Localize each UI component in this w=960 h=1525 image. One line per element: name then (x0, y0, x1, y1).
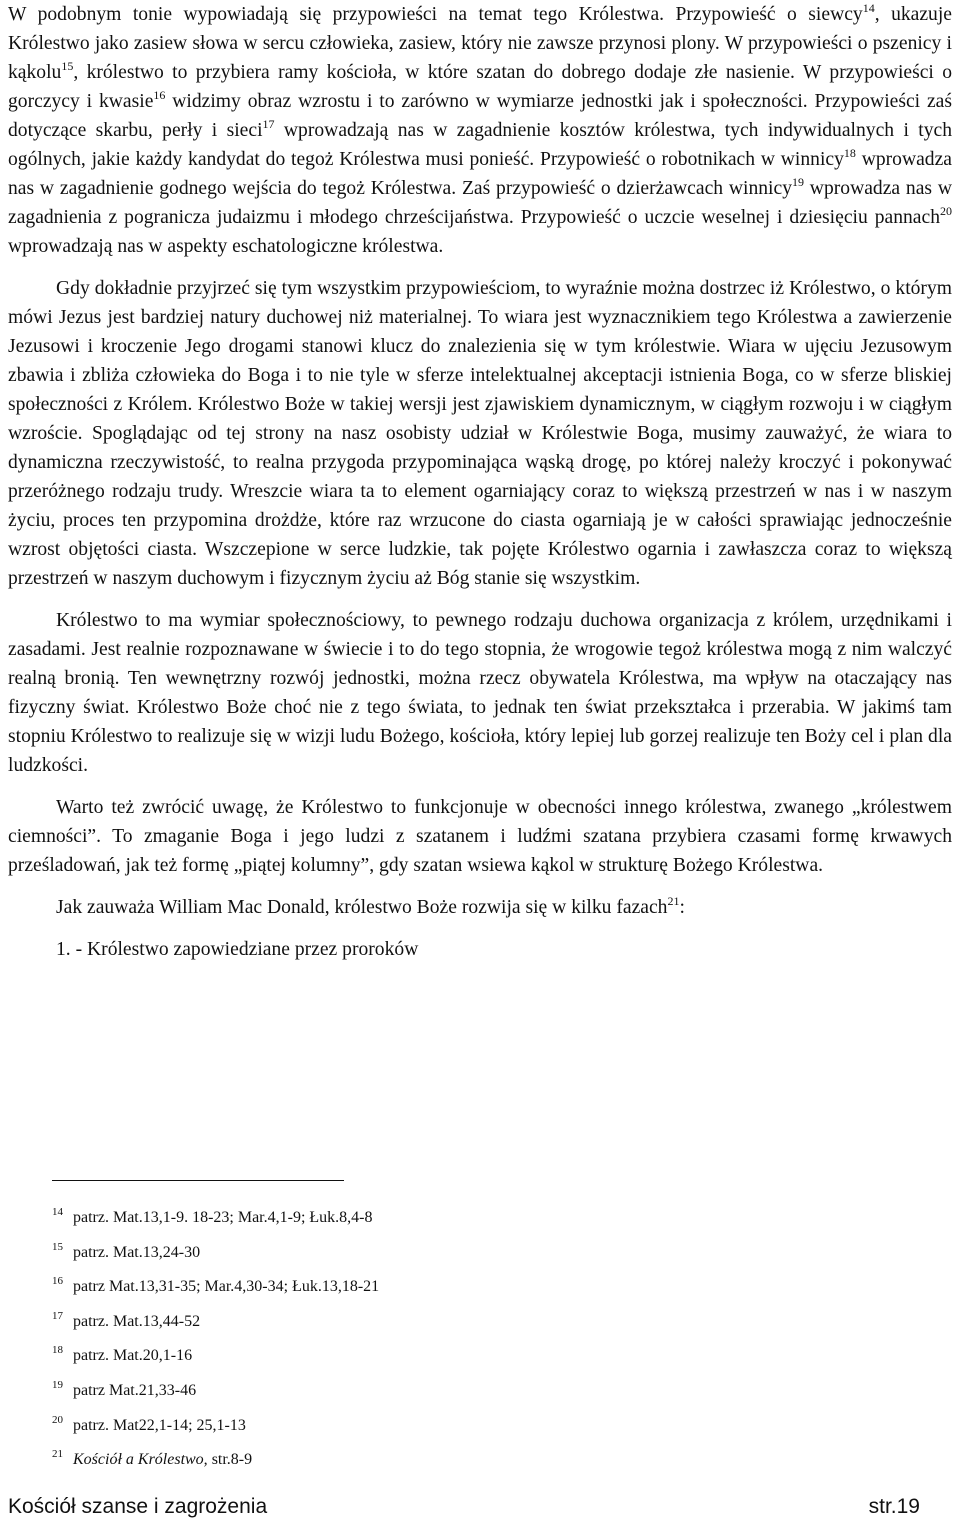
text-run: wprowadzają nas w aspekty eschatologiczne królestwa. (8, 236, 444, 257)
paragraph-3 (8, 606, 952, 780)
footnote-number: 18 (52, 1344, 63, 1357)
footnote-ref-16: 16 (153, 88, 166, 102)
footnote-italic-title: Kościół a Królestwo, (73, 1451, 208, 1469)
footnote-16 (52, 1277, 912, 1312)
footnotes (52, 1208, 912, 1485)
paragraph-5 (8, 893, 952, 922)
footnote-text: patrz. Mat.13,1-9. 18-23; Mar.4,1-9; Łuk.8,4-8 (73, 1209, 373, 1226)
page-number: str.19 (868, 1495, 920, 1518)
footnote-ref-15: 15 (61, 59, 74, 73)
footnote-number: 21 (52, 1448, 63, 1461)
footnote-ref-20: 20 (940, 204, 952, 218)
page-footer (8, 1492, 920, 1522)
footnote-text: patrz. Mat.13,24-30 (73, 1243, 201, 1261)
footnote-number: 16 (52, 1275, 63, 1288)
footnote-17 (52, 1309, 912, 1347)
footnote-text: str.8-9 (207, 1451, 253, 1469)
footnote-text: patrz. Mat.13,44-52 (73, 1312, 201, 1330)
paragraph-4 (8, 793, 952, 880)
footnote-ref-21: 21 (667, 894, 680, 908)
text-run: Królestwo to ma wymiar społecznościowy, to pewnego rodzaju duchowa organizacja z królem, urzędnikami i zasadami. Jest realnie rozpoznawane w świecie i to do tego stopnia, że wrogowie tegoż królestwa mogą z nim walczyć realną bronią. Ten wewnętrzny rozwój jednostki, można rzecz obywatela Królestwa, ma wpływ na otaczający nas fizyczny świat. Królestwo Boże choć nie z tego świata, to jednak ten świat przekształca i przerabia. W jakimś tam stopniu Królestwo to realizuje się w wizji ludu Bożego, kościoła, który lepiej lub gorzej realizuje ten Boży cel i plan dla ludzkości. (8, 610, 952, 776)
footer-title: Kościół szanse i zagrożenia (8, 1495, 268, 1518)
text-run: : (679, 897, 685, 918)
footnote-19 (52, 1378, 912, 1416)
footnote-text: patrz. Mat22,1-14; 25,1-13 (73, 1416, 246, 1434)
footnote-number: 17 (52, 1309, 63, 1322)
text-run: W podobnym tonie wypowiadają się przypowieści na temat tego Królestwa. Przypowieść o siewcy (8, 4, 863, 25)
text-run: Warto też zwrócić uwagę, że Królestwo to funkcjonuje w obecności innego królestwa, zwanego „królestwem ciemności”. To zmaganie Boga i jego ludzi z szatanem i ludźmi szatana przybiera czasami formę krwawych prześladowań, jak też formę „piątej kolumny”, gdy szatan wsiewa kąkol w strukturę Bożego Królestwa. (8, 797, 952, 876)
paragraph-2 (8, 274, 952, 593)
text-run: Gdy dokładnie przyjrzeć się tym wszystkim przypowieściom, to wyraźnie można dostrzec iż Królestwo, o którym mówi Jezus jest bardziej natury duchowej niż materialnej. To wiara jest wyznacznikiem tego Królestwa a zawierzenie Jezusowi i kroczenie Jego drogami stanowi klucz do znalezienia się w tym królestwie. Wiara w ujęciu Jezusowym zbawia i zbliża człowieka do Boga i to nie tyle w sferze intelektualnej akceptacji istnienia Boga, co w sferze bliskiej społeczności z Królem. Królestwo Boże w takiej wersji jest zjawiskiem dynamicznym, w ciągłym rozwoju i w ciągłym wzroście. Spoglądając od tej strony na nasz osobisty udział w Królestwie Boga, musimy zauważyć, że wiara to dynamiczna rzeczywistość, to realna przygoda przypominająca wąską drogę, po której należy kroczyć i pokonywać przeróżnego rodzaju trudy. Wreszcie wiara ta to element ogarniający coraz to większą przestrzeń w nas i w naszym życiu, proces ten przypomina drożdże, które raz wrzucone do ciasta ogarniają je w całości sprawiając jednocześnie wzrost objętości ciasta. Wszczepione w serce ludzkie, tak pojęte Królestwo ogarnia i zawłaszcza coraz to większą przestrzeń w naszym duchowym i fizycznym życiu aż Bóg stanie się wszystkim. (8, 278, 952, 589)
text-run: , królestwo to przybiera ramy kościoła, w które szatan do dobrego dodaje złe nasienie. W przypowieści o gorczycy i kwasie (8, 62, 952, 112)
footnote-number: 14 (52, 1206, 63, 1218)
footnote-14 (52, 1208, 912, 1243)
footnote-text: patrz Mat.21,33-46 (73, 1381, 197, 1399)
footnote-ref-18: 18 (843, 146, 856, 160)
text-run: wprowadza nas w zagadnienia z pogranicza judaizmu i młodego chrześcijaństwa. Przypowieść o uczcie weselnej i dziesięciu pannach (8, 178, 952, 228)
footnote-text: patrz. Mat.20,1-16 (73, 1347, 193, 1365)
footnote-number: 15 (52, 1240, 63, 1253)
footnote-20 (52, 1413, 912, 1451)
footnote-15 (52, 1240, 912, 1278)
footnote-separator (52, 1180, 344, 1181)
footnote-number: 20 (52, 1413, 63, 1426)
list-item-1: 1. - Królestwo zapowiedziane przez proroków (56, 939, 419, 960)
footnote-number: 19 (52, 1378, 63, 1391)
paragraph-1 (8, 0, 952, 261)
footnote-text: patrz Mat.13,31-35; Mar.4,30-34; Łuk.13,18-21 (73, 1278, 380, 1296)
text-run: wprowadzają nas w zagadnienie kosztów królestwa, tych indywidualnych i tych ogólnych, jakie każdy kandydat do tegoż Królestwa musi ponieść. Przypowieść o robotnikach w winnicy (8, 120, 952, 170)
footnote-ref-17: 17 (262, 117, 275, 131)
footnote-21 (52, 1450, 912, 1485)
text-run: Jak zauważa William Mac Donald, królestwo Boże rozwija się w kilku fazach (56, 897, 668, 918)
footnote-ref-14: 14 (862, 1, 875, 15)
footnote-18 (52, 1346, 912, 1381)
body-text (8, 0, 952, 964)
footnote-ref-19: 19 (792, 175, 804, 189)
text-run: , ukazuje Królestwo jako zasiew słowa w sercu człowieka, zasiew, który nie zawsze przynosi plony. W przypowieści o pszenicy i kąkolu (8, 4, 952, 83)
text-run: widzimy obraz wzrostu i to zarówno w wymiarze jednostki jak i społeczności. Przypowieści zaś dotyczące skarbu, perły i sieci (8, 91, 952, 141)
text-run: wprowadza nas w zagadnienie godnego wejścia do tegoż Królestwa. Zaś przypowieść o dzierżawcach winnicy (8, 149, 952, 199)
